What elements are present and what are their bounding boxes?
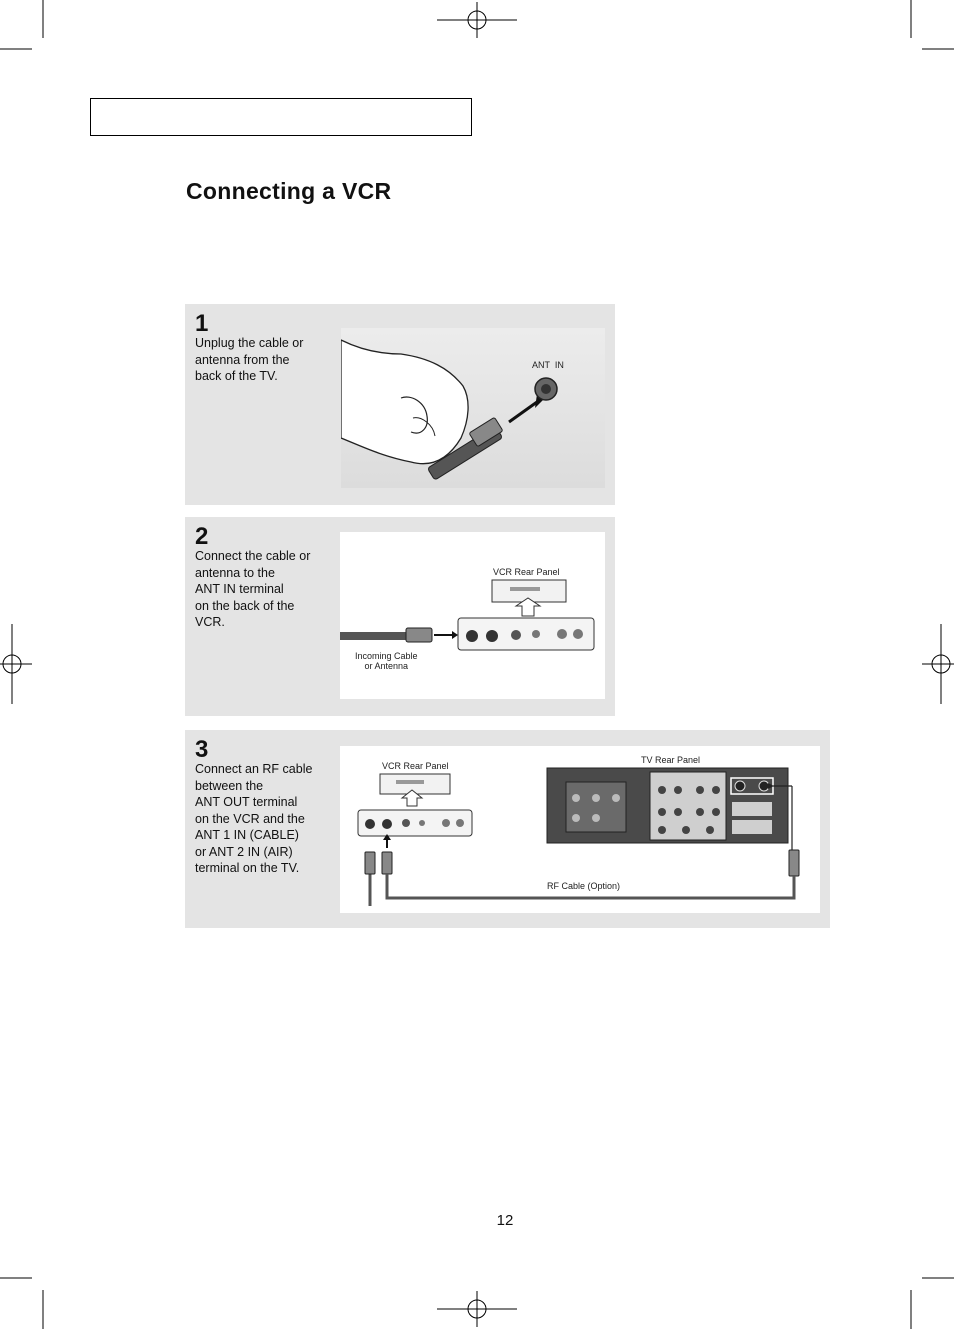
rf-cable-label: RF Cable (Option) (547, 881, 621, 891)
incoming-cable-label: Incoming Cable or Antenna (355, 651, 418, 671)
ant-in-label: ANT IN (532, 360, 564, 370)
step-1-number: 1 (195, 310, 209, 337)
section-header-box (90, 98, 472, 136)
vcr-rear-panel-label: VCR Rear Panel (493, 567, 560, 577)
hand-unplugging-cable-illustration (341, 328, 605, 488)
page-title: Connecting a VCR (186, 178, 392, 204)
step-2-figure (340, 532, 605, 699)
step-1-panel (185, 304, 615, 505)
step-3-figure (340, 746, 820, 913)
vcr-rear-panel-illustration (340, 532, 605, 699)
step-3-panel (185, 730, 830, 928)
step-2-panel (185, 517, 615, 716)
vcr-rear-panel-label-3: VCR Rear Panel (382, 761, 449, 771)
step-2-number: 2 (195, 523, 209, 550)
step-1-text: Unplug the cable or antenna from the back of the TV. (195, 336, 304, 383)
page-number: 12 (496, 1212, 514, 1229)
step-3-text: Connect an RF cable between the ANT OUT terminal on the VCR and the ANT 1 IN (CABLE) or ANT 2 IN (AIR) terminal on the TV. (195, 762, 313, 875)
step-2-text: Connect the cable or antenna to the ANT IN terminal on the back of the VCR. (195, 549, 311, 629)
step-1-figure (341, 328, 605, 488)
tv-rear-panel-label: TV Rear Panel (641, 755, 701, 765)
step-3-number: 3 (195, 736, 209, 763)
